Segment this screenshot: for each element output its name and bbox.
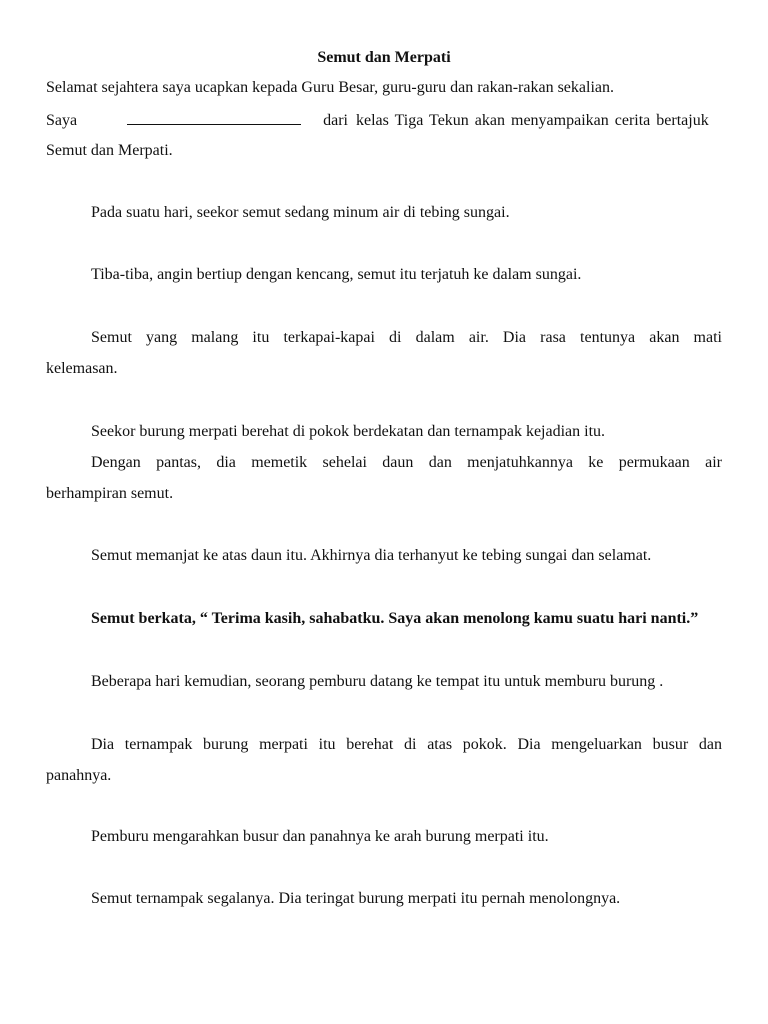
document-title: Semut dan Merpati <box>317 49 451 66</box>
intro-rest: kelas Tiga Tekun akan menyampaikan cerita bertajuk <box>355 112 709 129</box>
paragraph-3-line-2: kelemasan. <box>46 360 118 377</box>
intro-saya: Saya <box>46 112 78 129</box>
paragraph-4: Seekor burung merpati berehat di pokok berdekatan dan ternampak kejadian itu. <box>91 423 606 440</box>
paragraph-3-line-1: Semut yang malang itu terkapai-kapai di dalam air. Dia rasa tentunya akan mati <box>91 329 722 346</box>
paragraph-1: Pada suatu hari, seekor semut sedang minum air di tebing sungai. <box>91 204 510 221</box>
paragraph-9-line-1: Dia ternampak burung merpati itu berehat di atas pokok. Dia mengeluarkan busur dan <box>91 736 722 753</box>
paragraph-7-quote: Semut berkata, “ Terima kasih, sahabatku. Saya akan menolong kamu suatu hari nanti.” <box>91 610 699 627</box>
intro-line-2: Semut dan Merpati. <box>46 142 173 159</box>
paragraph-11: Semut ternampak segalanya. Dia teringat burung merpati itu pernah menolongnya. <box>91 890 621 907</box>
paragraph-5-line-2: berhampiran semut. <box>46 485 174 502</box>
paragraph-5-line-1: Dengan pantas, dia memetik sehelai daun dan menjatuhkannya ke permukaan air <box>91 454 722 471</box>
paragraph-10: Pemburu mengarahkan busur dan panahnya ke arah burung merpati itu. <box>91 828 549 845</box>
name-blank <box>127 110 301 125</box>
paragraph-6: Semut memanjat ke atas daun itu. Akhirnya dia terhanyut ke tebing sungai dan selamat. <box>91 547 652 564</box>
greeting-line: Selamat sejahtera saya ucapkan kepada Guru Besar, guru-guru dan rakan-rakan sekalian. <box>46 79 614 96</box>
intro-line-1 <box>46 110 722 131</box>
paragraph-9-line-2: panahnya. <box>46 767 112 784</box>
paragraph-2: Tiba-tiba, angin bertiup dengan kencang, semut itu terjatuh ke dalam sungai. <box>91 266 582 283</box>
intro-dari: dari <box>323 112 348 129</box>
paragraph-8: Beberapa hari kemudian, seorang pemburu datang ke tempat itu untuk memburu burung . <box>91 673 664 690</box>
